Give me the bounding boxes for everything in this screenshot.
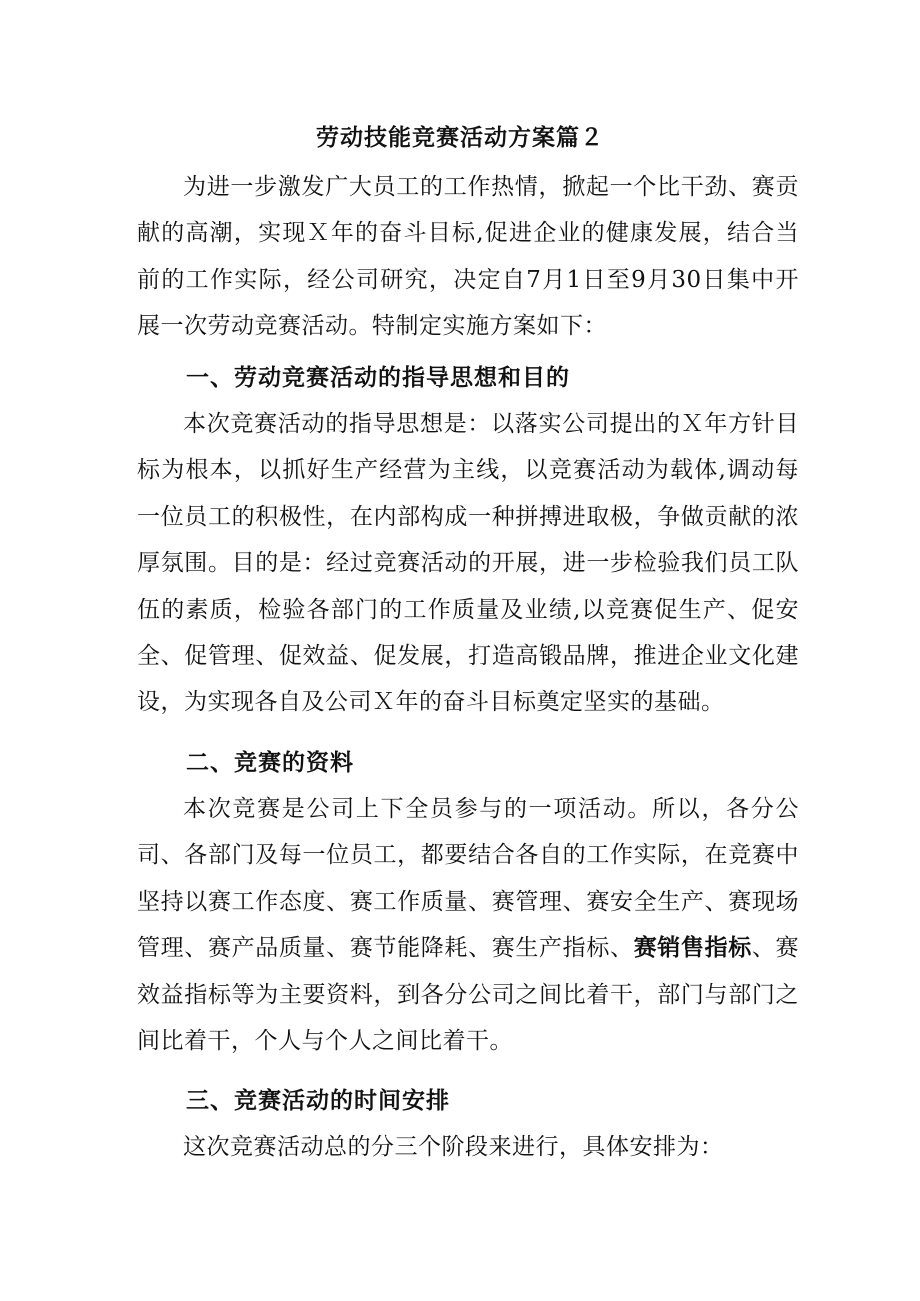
section-2-paragraph — [137, 786, 799, 1064]
section-3-heading: 三、竞赛活动的时间安排 — [186, 1087, 450, 1114]
section-2-bold-text: 赛销售指标 — [633, 934, 752, 962]
section-2-text-start: 本次竞赛是公司上下全员参与的一项活动。所以，各分公司、各部门及每一位员工，都要结合各自的工作实际，在竞赛中坚持以赛工作态度、赛工作质量、赛管理、赛安全生产、赛现场管理、赛产品质量、赛节能降耗、赛生产指标、 — [137, 796, 799, 962]
section-3-paragraph: 这次竞赛活动总的分三个阶段来进行，具体安排为： — [183, 1134, 724, 1160]
section-1-paragraph: 本次竞赛活动的指导思想是：以落实公司提出的Ｘ年方针目标为根本，以抓好生产经营为主线，以竞赛活动为载体,调动每一位员工的积极性，在内部构成一种拼搏进取极，争做贡献的浓厚氛围。目的是：经过竞赛活动的开展，进一步检验我们员工队伍的素质，检验各部门的工作质量及业绩,以竞赛促生产、促安全、促管理、促效益、促发展，打造高锻品牌，推进企业文化建设，为实现各自及公司Ｘ年的奋斗目标奠定坚实的基础。 — [137, 411, 799, 716]
section-2-text-end: 、赛效益指标等为主要资料，到各分公司之间比着干，部门与部门之间比着干，个人与个人之间比着干。 — [137, 935, 800, 1055]
section-1-heading: 一、劳动竞赛活动的指导思想和目的 — [186, 364, 570, 391]
document-title: 劳动技能竞赛活动方案篇２ — [316, 124, 604, 151]
intro-paragraph: 为进一步激发广大员工的工作热情，掀起一个比干劲、赛贡献的高潮，实现Ｘ年的奋斗目标,促进企业的健康发展，结合当前的工作实际，经公司研究，决定自7月1日至9月30日集中开展一次劳动竞赛活动。特制定实施方案如下： — [137, 174, 799, 340]
section-2-heading: 二、竞赛的资料 — [186, 749, 354, 776]
